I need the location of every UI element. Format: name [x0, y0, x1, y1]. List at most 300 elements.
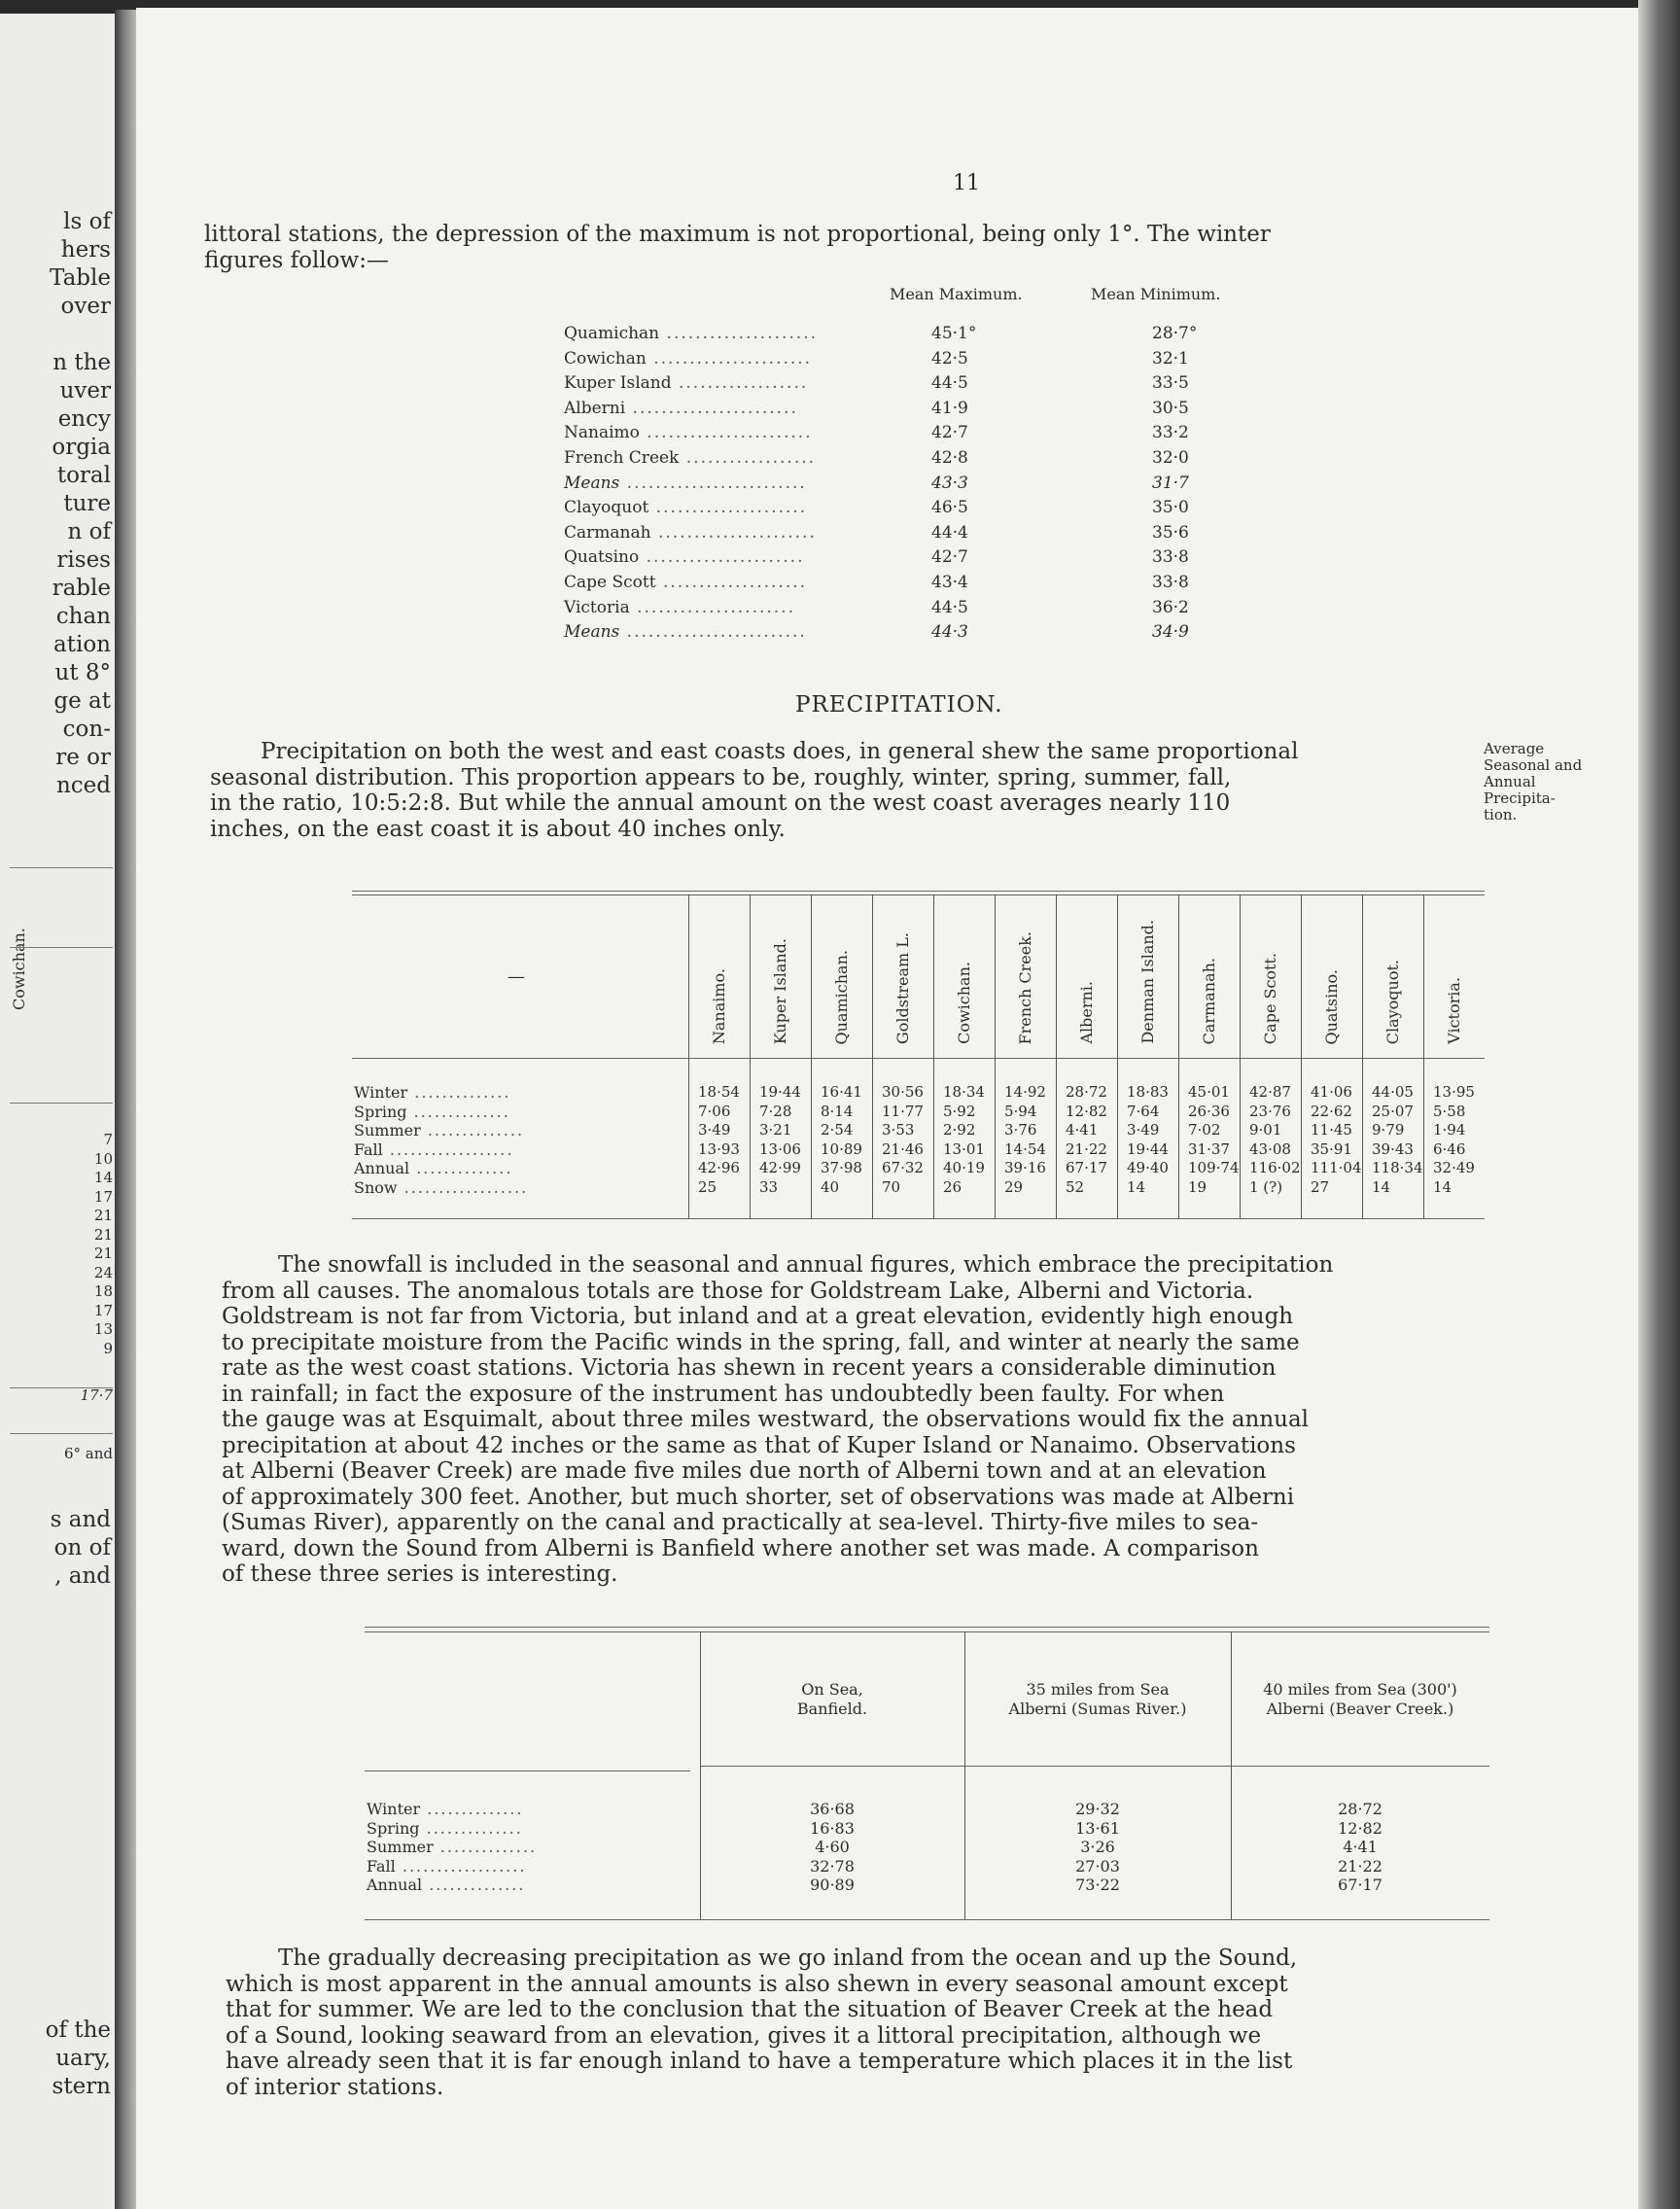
table-cell: 16·41 [821, 1083, 862, 1101]
column-divider [1240, 894, 1241, 1218]
mean-maximum-header: Mean Maximum. [890, 285, 1023, 303]
column-divider [811, 894, 812, 1218]
table-rule [365, 1919, 1489, 1920]
table-cell: 12·82 [1066, 1102, 1107, 1120]
mean-maximum-value: 43·3 [931, 473, 968, 493]
table-row [564, 523, 1244, 547]
station-column-header: Goldstream L. [892, 931, 912, 1044]
mean-maximum-value: 42·7 [931, 423, 968, 443]
station-name [564, 373, 808, 393]
mean-minimum-value: 31·7 [1152, 473, 1189, 493]
snowfall-text-line: The snowfall is included in the seasonal and annual figures, which embrace the precipitation [278, 1252, 1334, 1278]
facing-page-text: , and [54, 1563, 111, 1589]
table-cell: 67·17 [1066, 1159, 1107, 1176]
snowfall-text-line: of approximately 300 feet. Another, but much shorter, set of observations was made at Alberni [222, 1484, 1295, 1510]
facing-page-text: ency [57, 406, 111, 432]
table-cell: 2·54 [821, 1121, 854, 1139]
table-cell: 7·64 [1127, 1102, 1160, 1120]
column-divider [1301, 894, 1302, 1218]
facing-page-text: ge at [53, 688, 111, 714]
precipitation-text-line: Precipitation on both the west and east coasts does, in general shew the same proportional [261, 739, 1299, 764]
row-label-text: Summer [367, 1838, 434, 1856]
page-edge [1638, 0, 1680, 2209]
table-cell: 111·04 [1311, 1159, 1362, 1176]
mean-minimum-value: 33·8 [1152, 573, 1189, 592]
table-cell: 13·06 [759, 1140, 801, 1158]
table-cell: 4·41 [1066, 1121, 1099, 1139]
row-label-text: Spring [367, 1818, 420, 1838]
series-header-line: On Sea, [801, 1680, 863, 1699]
table-cell: 19·44 [1127, 1140, 1169, 1158]
facing-page-text: s and [50, 1507, 111, 1532]
station-name [564, 573, 807, 592]
station-column-header: Carmanah. [1199, 957, 1218, 1044]
table-row [564, 547, 1244, 572]
station-label: Clayoquot [564, 498, 649, 518]
station-label: Means [564, 622, 620, 643]
facing-page-text: ture [63, 491, 111, 516]
station-label: Carmanah [564, 522, 651, 543]
leader-dots: .............. [422, 1876, 526, 1894]
precipitation-paragraph [210, 739, 1470, 842]
leader-dots: .............. [409, 1159, 513, 1177]
row-label-text: Snow [354, 1177, 398, 1197]
leader-dots: ....................... [639, 423, 813, 443]
margin-note-line: Average [1484, 740, 1545, 757]
table-cell: 28·72 [1338, 1800, 1382, 1818]
table-cell: 25 [698, 1177, 718, 1196]
mean-minimum-header: Mean Minimum. [1091, 285, 1221, 303]
table-row [564, 573, 1244, 597]
table-cell: 23·76 [1249, 1102, 1291, 1120]
leader-dots: .............. [433, 1838, 538, 1856]
row-label [354, 1159, 512, 1177]
column-divider [1056, 894, 1057, 1218]
station-column-header: Alberni. [1076, 981, 1096, 1044]
leader-dots: ......................... [619, 473, 807, 493]
intro-line: figures follow:— [204, 247, 389, 273]
facing-page-rule [10, 867, 113, 868]
facing-page-number: 18 [93, 1282, 113, 1300]
table-cell: 3·26 [1080, 1838, 1115, 1856]
table-cell: 33 [759, 1177, 779, 1196]
table-rule [352, 1058, 1485, 1059]
row-label-text: Spring [354, 1102, 407, 1121]
station-name [564, 547, 805, 567]
table-cell: 32·49 [1433, 1159, 1475, 1176]
facing-page [0, 14, 117, 2209]
station-label: Means [564, 473, 620, 493]
column-divider [1178, 894, 1179, 1218]
table-row [564, 622, 1244, 647]
leader-dots: ...................... [629, 597, 795, 617]
table-cell: 1·94 [1433, 1121, 1466, 1139]
table-cell: 31·37 [1188, 1140, 1230, 1158]
table-cell: 1 (?) [1249, 1177, 1283, 1196]
station-column-header: Cowichan. [954, 962, 973, 1044]
facing-page-text: over [60, 294, 111, 319]
facing-page-rule [10, 947, 113, 948]
table-cell: 30·56 [882, 1083, 924, 1101]
table-cell: 27·03 [1075, 1856, 1120, 1876]
table-cell: 22·62 [1311, 1102, 1352, 1120]
table-cell: 13·93 [698, 1140, 740, 1158]
mean-minimum-value: 35·6 [1152, 522, 1189, 543]
leader-dots: .............. [406, 1102, 510, 1121]
column-divider [750, 894, 751, 1218]
table-cell: 12·82 [1338, 1818, 1382, 1838]
facing-page-text: on of [53, 1535, 111, 1560]
table-cell: 5·58 [1433, 1102, 1466, 1120]
facing-page-number: 21 [93, 1245, 113, 1262]
row-label [367, 1819, 523, 1838]
table-cell: 11·77 [882, 1102, 924, 1120]
station-column-header: Cape Scott. [1260, 952, 1279, 1044]
series-header-line: 35 miles from Sea [1026, 1680, 1170, 1699]
table-cell: 39·43 [1372, 1140, 1414, 1158]
snowfall-text-line: precipitation at about 42 inches or the same as that of Kuper Island or Nanaimo. Observations [222, 1432, 1296, 1458]
row-label [367, 1857, 526, 1876]
table-rule [700, 1766, 1489, 1767]
table-cell: 42·96 [698, 1159, 740, 1176]
table-cell: 42·99 [759, 1159, 801, 1176]
mean-maximum-value: 42·7 [931, 547, 968, 568]
facing-page-rule [10, 1103, 113, 1104]
table-cell: 36·68 [810, 1800, 855, 1818]
table-cell: 14·92 [1004, 1083, 1046, 1101]
station-column-header: Quatsino. [1321, 968, 1341, 1044]
table-cell: 19·44 [759, 1083, 801, 1101]
table-cell: 118·34 [1372, 1159, 1423, 1176]
page-number: 11 [953, 171, 980, 195]
table-cell: 40·19 [943, 1159, 985, 1176]
row-label [354, 1121, 524, 1140]
row-label [367, 1800, 523, 1818]
precipitation-text-line: seasonal distribution. This proportion appears to be, roughly, winter, spring, summer, fall, [210, 764, 1232, 790]
table-row [564, 498, 1244, 522]
column-divider [688, 894, 689, 1218]
table-cell: 3·21 [759, 1121, 792, 1139]
series-comparison-table [365, 1627, 1489, 1923]
series-column-header [964, 1680, 1231, 1719]
mean-minimum-value: 36·2 [1152, 597, 1189, 617]
station-name [564, 523, 817, 543]
table-row [564, 373, 1244, 398]
table-cell: 7·06 [698, 1102, 731, 1120]
table-cell: 6·46 [1433, 1140, 1466, 1158]
column-divider [933, 894, 934, 1218]
mean-maximum-value: 42·5 [931, 348, 968, 368]
table-cell: 3·49 [698, 1121, 731, 1139]
station-label: Alberni [564, 398, 626, 418]
column-divider [995, 894, 996, 1218]
snowfall-text-line: rate as the west coast stations. Victoria has shewn in recent years a considerable diminution [222, 1355, 1277, 1381]
facing-page-number: 7 [103, 1131, 113, 1148]
table-cell: 28·72 [1066, 1083, 1107, 1101]
leader-dots: .................. [671, 373, 809, 394]
facing-page-text: nced [55, 773, 111, 798]
mean-minimum-value: 28·7° [1152, 324, 1198, 343]
facing-page-text: re or [55, 745, 111, 770]
table-cell: 35·91 [1311, 1140, 1352, 1158]
table-cell: 5·92 [943, 1102, 976, 1120]
table-cell: 32·78 [810, 1856, 855, 1876]
table-row [564, 448, 1244, 473]
row-label-text: Annual [367, 1876, 423, 1894]
mean-maximum-value: 44·5 [931, 373, 968, 394]
table-cell: 9·79 [1372, 1121, 1405, 1139]
row-label [354, 1083, 510, 1102]
margin-note-line: Seasonal and [1484, 756, 1583, 774]
table-cell: 13·61 [1075, 1818, 1120, 1838]
snowfall-text-line: in rainfall; in fact the exposure of the instrument has undoubtedly been faulty. For when [222, 1381, 1225, 1407]
facing-page-mean: 17·7 [80, 1386, 113, 1404]
facing-page-text: toral [56, 463, 111, 488]
leader-dots: .................. [395, 1856, 527, 1876]
station-column-header: Victoria. [1444, 977, 1463, 1044]
mean-maximum-value: 44·5 [931, 597, 968, 617]
table-cell: 45·01 [1188, 1083, 1230, 1101]
row-label [354, 1103, 510, 1121]
station-column-header: Denman Island. [1138, 920, 1157, 1044]
table-cell: 41·06 [1311, 1083, 1352, 1101]
column-divider [1423, 894, 1424, 1218]
facing-page-rule [10, 1433, 113, 1434]
table-cell: 10·89 [821, 1140, 862, 1158]
conclusion-text-line: of a Sound, looking seaward from an elevation, gives it a littoral precipitation, although we [226, 2022, 1262, 2049]
snowfall-paragraph [222, 1252, 1491, 1588]
stub-header: — [508, 966, 525, 987]
leader-dots: ...................... [646, 348, 813, 368]
station-name [564, 423, 813, 442]
leader-dots: .............. [420, 1121, 525, 1140]
facing-page-text: ut 8° [54, 660, 111, 685]
facing-page-text: ation [53, 632, 111, 657]
table-cell: 52 [1066, 1177, 1085, 1196]
table-cell: 42·87 [1249, 1083, 1291, 1101]
leader-dots: .............. [407, 1083, 511, 1102]
table-cell: 11·45 [1311, 1121, 1352, 1139]
precipitation-text-line: in the ratio, 10:5:2:8. But while the annual amount on the west coast averages nearly 110 [210, 790, 1231, 816]
facing-page-text: con- [62, 717, 111, 742]
leader-dots: .................. [382, 1140, 514, 1159]
facing-page-number: 10 [93, 1149, 113, 1168]
facing-page-number: 17 [93, 1187, 113, 1206]
snowfall-text-line: of these three series is interesting. [222, 1561, 618, 1587]
facing-page-text: ls of [63, 209, 111, 234]
row-label [367, 1876, 525, 1894]
facing-page-number: 24 [93, 1263, 113, 1281]
leader-dots: .............. [420, 1800, 524, 1818]
margin-note-line: tion. [1484, 806, 1518, 824]
mean-minimum-value: 30·5 [1152, 398, 1189, 418]
facing-page-number: 9 [103, 1339, 113, 1357]
station-column-header: French Creek. [1015, 930, 1034, 1044]
column-divider [1362, 894, 1363, 1218]
table-cell: 21·22 [1066, 1140, 1107, 1158]
table-cell: 37·98 [821, 1159, 862, 1176]
table-cell: 67·17 [1338, 1876, 1382, 1894]
table-rule [365, 1627, 1489, 1628]
table-cell: 116·02 [1249, 1159, 1301, 1176]
table-cell: 44·05 [1372, 1083, 1414, 1101]
conclusion-text-line: of interior stations. [226, 2074, 444, 2100]
table-row [564, 423, 1244, 447]
table-cell: 49·40 [1127, 1159, 1169, 1176]
facing-page-text: orgia [52, 435, 111, 460]
facing-page-text: of the [45, 2017, 111, 2043]
series-header-line: Banfield. [796, 1700, 868, 1718]
column-divider [1117, 894, 1118, 1218]
facing-page-text: uary, [55, 2046, 111, 2071]
table-rule [365, 1631, 1489, 1632]
table-cell: 4·60 [815, 1838, 850, 1856]
table-rule [352, 891, 1485, 892]
facing-page-number: 21 [93, 1225, 113, 1244]
facing-page-text: rable [52, 576, 111, 601]
table-cell: 21·22 [1338, 1856, 1382, 1876]
table-cell: 21·46 [882, 1140, 924, 1158]
station-label: Cape Scott [564, 573, 656, 592]
conclusion-text-line: have already seen that it is far enough inland to have a temperature which places it in the list [226, 2049, 1293, 2074]
table-cell: 18·34 [943, 1083, 985, 1101]
table-row [564, 349, 1244, 373]
table-cell: 70 [882, 1177, 901, 1196]
margin-note-line: Precipita- [1484, 789, 1556, 807]
table-cell: 27 [1311, 1177, 1330, 1196]
mean-minimum-value: 32·0 [1152, 448, 1189, 468]
table-cell: 3·49 [1127, 1121, 1160, 1139]
mean-minimum-value: 35·0 [1152, 498, 1189, 518]
precipitation-table [352, 891, 1485, 1218]
station-column-header: Kuper Island. [770, 937, 789, 1044]
table-cell: 3·76 [1004, 1121, 1037, 1139]
conclusion-text-line: that for summer. We are led to the conclusion that the situation of Beaver Creek at the head [226, 1997, 1274, 2022]
row-label-text: Summer [354, 1121, 421, 1140]
table-cell: 29 [1004, 1177, 1024, 1196]
mean-maximum-value: 41·9 [931, 398, 968, 418]
intro-paragraph [204, 222, 1468, 273]
station-label: Kuper Island [564, 373, 672, 394]
facing-page-text: uver [59, 378, 111, 403]
station-label: Quamichan [564, 324, 660, 343]
station-name [564, 622, 807, 642]
facing-page-text: stern [52, 2074, 111, 2099]
facing-page-text: hers [60, 237, 111, 263]
facing-page-number: 17 [93, 1301, 113, 1319]
row-label [354, 1178, 528, 1197]
table-cell: 26 [943, 1177, 962, 1196]
table-cell: 73·22 [1075, 1876, 1120, 1894]
facing-page-text: chan [55, 604, 111, 629]
table-cell: 18·54 [698, 1083, 740, 1101]
row-label-text: Annual [354, 1159, 410, 1177]
conclusion-text-line: The gradually decreasing precipitation as we go inland from the ocean and up the Sound, [278, 1946, 1298, 1971]
mean-minimum-value: 33·5 [1152, 373, 1189, 394]
station-name [564, 498, 807, 517]
leader-dots: ..................... [648, 498, 808, 518]
station-label: Quatsino [564, 547, 640, 568]
book-spine [115, 10, 136, 2209]
table-cell: 29·32 [1075, 1800, 1120, 1818]
document-page [136, 8, 1638, 2209]
snowfall-text-line: ward, down the Sound from Alberni is Banfield where another set was made. A comparison [222, 1535, 1259, 1561]
facing-page-text: n the [52, 350, 111, 375]
precipitation-text-line: inches, on the east coast it is about 40 inches only. [210, 816, 786, 842]
mean-maximum-value: 43·4 [931, 573, 968, 592]
station-name [564, 448, 816, 468]
mean-maximum-value: 44·4 [931, 522, 968, 543]
table-row [564, 598, 1244, 622]
station-column-header: Nanaimo. [709, 967, 728, 1044]
facing-page-column-label: Cowichan. [10, 928, 28, 1010]
facing-page-note: 6° and [63, 1445, 113, 1462]
station-label: Cowichan [564, 348, 647, 368]
mean-minimum-value: 34·9 [1152, 622, 1189, 643]
table-cell: 5·94 [1004, 1102, 1037, 1120]
table-rule [352, 894, 1485, 895]
leader-dots: ......................... [619, 622, 807, 643]
table-cell: 18·83 [1127, 1083, 1169, 1101]
table-row [564, 324, 1244, 348]
leader-dots: .................. [397, 1177, 529, 1197]
series-header-line: Alberni (Beaver Creek.) [1266, 1700, 1454, 1718]
leader-dots: .................... [655, 573, 808, 592]
series-column-header [700, 1680, 964, 1719]
table-cell: 3·53 [882, 1121, 915, 1139]
station-column-header: Quamichan. [831, 949, 851, 1044]
row-label [367, 1838, 537, 1856]
snowfall-text-line: to precipitate moisture from the Pacific winds in the spring, fall, and winter at nearly the same [222, 1329, 1300, 1355]
station-name [564, 473, 807, 493]
snowfall-text-line: the gauge was at Esquimalt, about three miles westward, the observations would fix the annual [222, 1407, 1310, 1432]
series-header-line: 40 miles from Sea (300') [1263, 1680, 1457, 1699]
leader-dots: .................. [679, 448, 817, 468]
table-cell: 8·14 [821, 1102, 854, 1120]
table-row [564, 399, 1244, 423]
facing-page-number: 14 [93, 1169, 113, 1186]
intro-line: littoral stations, the depression of the maximum is not proportional, being only 1°. The winter [204, 222, 1271, 247]
table-cell: 90·89 [810, 1876, 855, 1894]
table-cell: 40 [821, 1177, 840, 1196]
series-header-line: Alberni (Sumas River.) [1008, 1700, 1187, 1718]
facing-page-number: 21 [93, 1207, 113, 1224]
table-cell: 13·01 [943, 1140, 985, 1158]
section-heading: PRECIPITATION. [795, 692, 1003, 718]
snowfall-text-line: at Alberni (Beaver Creek) are made five miles due north of Alberni town and at an elevation [222, 1458, 1267, 1484]
table-cell: 9·01 [1249, 1121, 1282, 1139]
leader-dots: ...................... [650, 522, 817, 543]
table-cell: 7·02 [1188, 1121, 1221, 1139]
snowfall-text-line: Goldstream is not far from Victoria, but inland and at a great elevation, evidently high enough [222, 1304, 1294, 1329]
mean-maximum-value: 42·8 [931, 448, 968, 468]
table-cell: 13·95 [1433, 1083, 1475, 1101]
table-cell: 14·54 [1004, 1140, 1046, 1158]
series-column-header [1231, 1680, 1489, 1719]
row-label-text: Winter [354, 1083, 408, 1102]
row-label-text: Fall [354, 1140, 383, 1159]
row-label [354, 1140, 513, 1159]
mean-maximum-value: 46·5 [931, 498, 968, 518]
row-label-text: Winter [367, 1800, 421, 1818]
table-cell: 2·92 [943, 1121, 976, 1139]
conclusion-text-line: which is most apparent in the annual amounts is also shewn in every seasonal amount except [226, 1971, 1288, 1997]
row-label-text: Fall [367, 1856, 396, 1876]
table-cell: 14 [1433, 1177, 1452, 1196]
facing-page-text: Table [50, 265, 111, 291]
leader-dots: .............. [419, 1818, 523, 1838]
station-label: French Creek [564, 448, 680, 468]
